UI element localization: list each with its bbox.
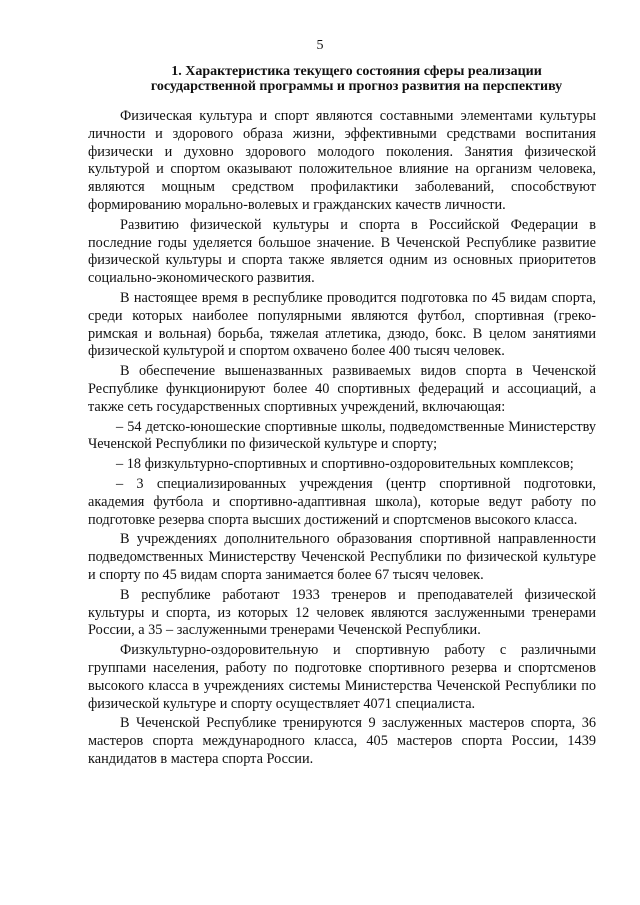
section-title	[118, 64, 595, 94]
paragraph-specialists: Физкультурно-оздоровительную и спортивную работу с различными группами населения, работу по подготовке спортивного резерва и спортсменов высокого класса в учреждениях системы Министерства Чеченской Республики по физической культуре и спорту осуществляет 4071 специалиста.	[88, 642, 596, 712]
paragraph-additional-education: В учреждениях дополнительного образования спортивной направленности подведомственных Министерству Чеченской Республики по физической культуре и спорту по 45 видам спорта занимается более 67 тысяч человек.	[88, 531, 596, 583]
section-title-line-2: государственной программы и прогноз развития на перспективу	[150, 79, 563, 94]
paragraph-sports-disciplines: В настоящее время в республике проводится подготовка по 45 видам спорта, среди которых наиболее популярными являются футбол, спортивная (греко-римская и вольная) борьба, тяжелая атлетика, дзюдо, бокс. В целом занятиями физической культурой и спортом охвачено более 400 тысяч человек.	[88, 289, 596, 360]
paragraph-athletes: В Чеченской Республике тренируются 9 заслуженных мастеров спорта, 36 мастеров спорта международного класса, 405 мастеров спорта России, 1439 кандидатов в мастера спорта России.	[88, 715, 596, 767]
paragraph-sports-institutions: В обеспечение вышеназванных развиваемых видов спорта в Чеченской Республике функционируют более 40 спортивных федераций и ассоциаций, а также сеть государственных спортивных учреждений, включающая:	[88, 363, 596, 415]
list-item-specialized-institutions: – 3 специализированных учреждения (центр спортивной подготовки, академия футбола и спортивно-адаптивная школа), которые ведут работу по подготовке резерва спорта высших достижений и спортсменов высокого класса.	[88, 475, 596, 528]
list-item-sports-complexes: – 18 физкультурно-спортивных и спортивно-оздоровительных комплексов;	[116, 456, 574, 473]
page-number: 5	[316, 38, 324, 53]
paragraph-priority-development: Развитию физической культуры и спорта в Российской Федерации в последние годы уделяется большое значение. В Чеченской Республике развитие физической культуры и спорта также является одним из основных приоритетов социально-экономического развития.	[88, 216, 596, 287]
section-title-line-1: 1. Характеристика текущего состояния сферы реализации	[171, 64, 542, 79]
paragraph-coaches: В республике работают 1933 тренеров и преподавателей физической культуры и спорта, из которых 12 человек являются заслуженными тренерами России, а 35 – заслуженными тренерами Чеченской Республики.	[88, 586, 596, 639]
list-item-youth-schools: – 54 детско-юношеские спортивные школы, подведомственные Министерству Чеченской Республики по физической культуре и спорту;	[88, 418, 596, 453]
paragraph-importance-of-sport: Физическая культура и спорт являются составными элементами культуры личности и здорового образа жизни, эффективными средствами воспитания физически и духовно здорового молодого поколения. Занятия физической культурой и спортом оказывают положительное влияние на организм человека, являются мощным средством профилактики заболеваний, способствуют формированию морально-волевых и гражданских качеств личности.	[88, 108, 596, 213]
document-body	[88, 108, 596, 769]
